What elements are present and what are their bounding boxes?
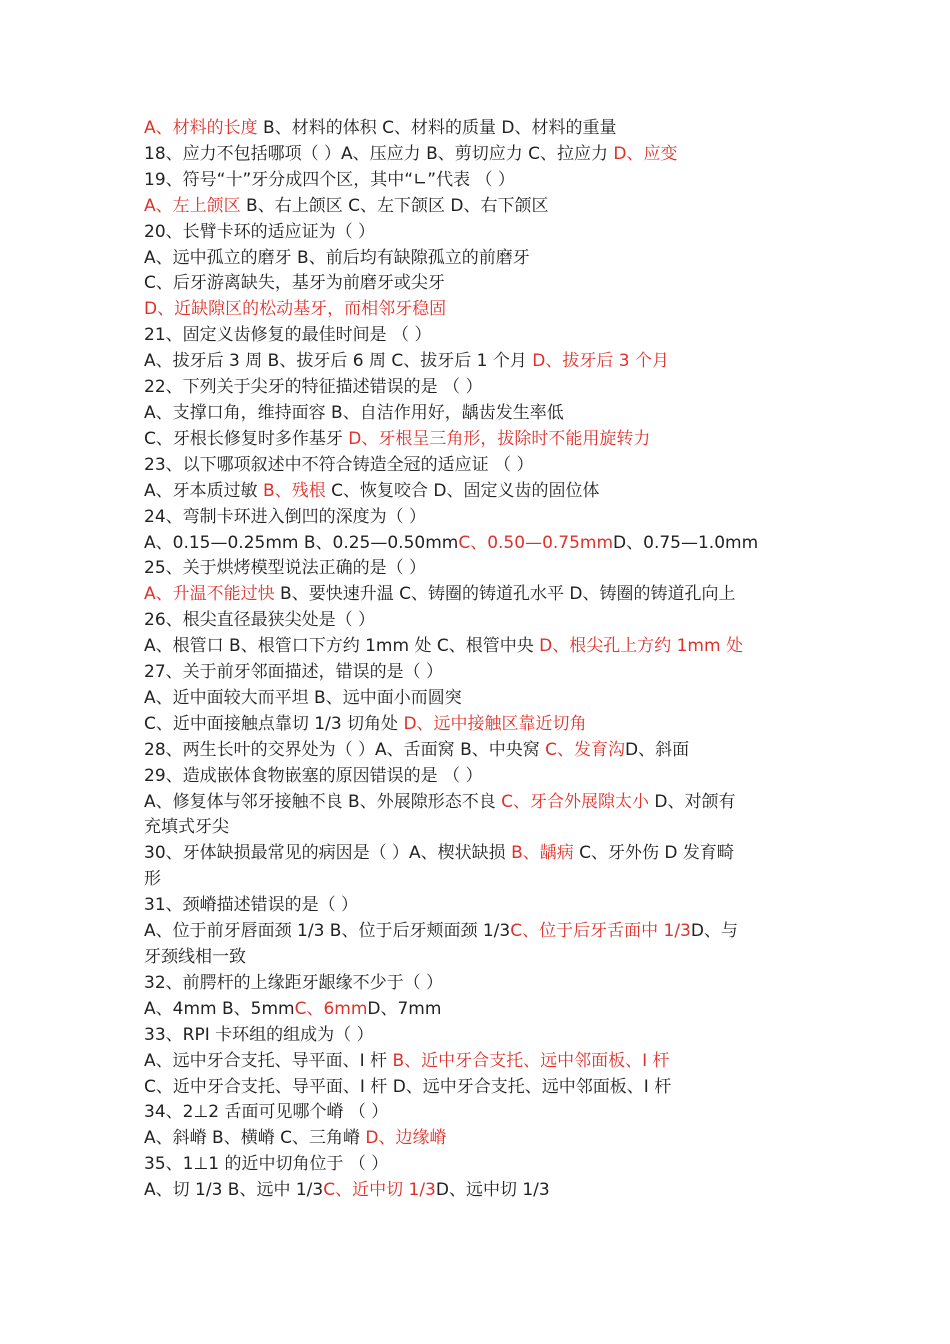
question-text: D、斜面: [625, 739, 690, 760]
text-line: [144, 738, 814, 764]
answer-text: A、左上颌区: [144, 195, 241, 216]
text-line: [144, 349, 814, 375]
text-line: [144, 971, 814, 997]
question-text: A、4mm B、5mm: [144, 998, 295, 1019]
question-text: 31、颈嵴描述错误的是（ ）: [144, 895, 359, 916]
question-text: B、要快速升温 C、铸圈的铸道孔水平 D、铸圈的铸道孔向上: [274, 584, 736, 605]
question-text: D、对颌有: [648, 791, 736, 812]
question-text: 26、根尖直径最狭尖处是（ ）: [144, 610, 376, 631]
question-text: 29、造成嵌体食物嵌塞的原因错误的是 （ ）: [144, 765, 483, 786]
question-text: 形: [144, 869, 161, 890]
answer-text: B、近中牙合支托、远中邻面板、I 杆: [392, 1050, 670, 1071]
question-text: A、远中孤立的磨牙 B、前后均有缺隙孤立的前磨牙: [144, 247, 530, 268]
text-line: [144, 453, 814, 479]
text-line: [144, 479, 814, 505]
answer-text: D、远中接触区靠近切角: [403, 713, 587, 734]
text-line: [144, 375, 814, 401]
question-text: 21、固定义齿修复的最佳时间是 （ ）: [144, 325, 432, 346]
answer-text: C、牙合外展隙太小: [501, 791, 649, 812]
answer-text: D、边缘嵴: [365, 1128, 447, 1149]
text-line: [144, 1075, 814, 1101]
text-line: [144, 634, 814, 660]
question-text: C、牙外伤 D 发育畸: [573, 843, 734, 864]
question-text: 28、两生长叶的交界处为（ ）A、舌面窝 B、中央窝: [144, 739, 546, 760]
question-list: [144, 116, 814, 1204]
answer-text: C、6mm: [294, 998, 368, 1019]
text-line: [144, 427, 814, 453]
question-text: 19、符号“十”牙分成四个区，其中“∟”代表 （ ）: [144, 169, 515, 190]
question-text: C、后牙游离缺失，基牙为前磨牙或尖牙: [144, 273, 445, 294]
text-line: [144, 1152, 814, 1178]
text-line: [144, 815, 814, 841]
question-text: A、近中面较大而平坦 B、远中面小而圆突: [144, 687, 462, 708]
question-text: A、修复体与邻牙接触不良 B、外展隙形态不良: [144, 791, 502, 812]
answer-text: C、位于后牙舌面中 1/3: [510, 921, 691, 942]
answer-text: C、0.50—0.75mm: [458, 532, 614, 553]
question-text: A、位于前牙唇面颈 1/3 B、位于后牙颊面颈 1/3: [144, 921, 511, 942]
text-line: [144, 582, 814, 608]
text-line: [144, 271, 814, 297]
question-text: 25、关于烘烤模型说法正确的是（ ）: [144, 558, 427, 579]
question-text: 18、应力不包括哪项（ ）A、压应力 B、剪切应力 C、拉应力: [144, 143, 614, 164]
answer-text: B、龋病: [511, 843, 574, 864]
answer-text: A、升温不能过快: [144, 584, 275, 605]
question-text: 23、以下哪项叙述中不符合铸造全冠的适应证 （ ）: [144, 454, 534, 475]
text-line: [144, 919, 814, 945]
answer-text: D、根尖孔上方约 1mm 处: [539, 636, 743, 657]
text-line: [144, 608, 814, 634]
text-line: [144, 531, 814, 557]
text-line: [144, 686, 814, 712]
question-text: 33、RPI 卡环组的组成为（ ）: [144, 1024, 374, 1045]
text-line: [144, 790, 814, 816]
answer-text: D、近缺隙区的松动基牙，而相邻牙稳固: [144, 299, 447, 320]
question-text: 27、关于前牙邻面描述，错误的是（ ）: [144, 662, 444, 683]
text-line: [144, 997, 814, 1023]
question-text: 充填式牙尖: [144, 817, 229, 838]
question-text: D、与: [690, 921, 738, 942]
question-text: 24、弯制卡环进入倒凹的深度为（ ）: [144, 506, 427, 527]
answer-text: A、材料的长度: [144, 118, 258, 138]
text-line: [144, 1178, 814, 1204]
question-text: A、牙本质过敏: [144, 480, 264, 501]
text-line: [144, 764, 814, 790]
question-text: D、0.75—1.0mm: [613, 532, 759, 553]
text-line: [144, 194, 814, 220]
text-line: [144, 556, 814, 582]
text-line: [144, 505, 814, 531]
answer-text: C、近中切 1/3: [323, 1180, 436, 1201]
text-line: [144, 142, 814, 168]
text-line: [144, 1100, 814, 1126]
text-line: [144, 323, 814, 349]
text-line: [144, 893, 814, 919]
question-text: C、牙根长修复时多作基牙: [144, 428, 349, 449]
text-line: [144, 116, 814, 142]
answer-text: C、发育沟: [545, 739, 626, 760]
question-text: 20、长臂卡环的适应证为（ ）: [144, 221, 376, 242]
text-line: [144, 220, 814, 246]
question-text: D、7mm: [367, 998, 442, 1019]
question-text: A、远中牙合支托、导平面、I 杆: [144, 1050, 393, 1071]
text-line: [144, 1023, 814, 1049]
question-text: 34、2⊥2 舌面可见哪个嵴 （ ）: [144, 1102, 389, 1123]
question-text: 22、下列关于尖牙的特征描述错误的是 （ ）: [144, 377, 483, 398]
answer-text: D、拔牙后 3 个月: [532, 351, 669, 372]
question-text: 32、前腭杆的上缘距牙龈缘不少于（ ）: [144, 972, 444, 993]
question-text: A、切 1/3 B、远中 1/3: [144, 1180, 324, 1201]
question-text: 牙颈线相一致: [144, 947, 246, 967]
answer-text: D、牙根呈三角形，拔除时不能用旋转力: [348, 428, 651, 449]
question-text: A、支撑口角，维持面容 B、自洁作用好，龋齿发生率低: [144, 402, 564, 423]
question-text: B、右上颌区 C、左下颌区 D、右下颌区: [240, 195, 549, 216]
text-line: [144, 1049, 814, 1075]
answer-text: B、残根: [263, 480, 326, 501]
question-text: C、近中面接触点靠切 1/3 切角处: [144, 713, 404, 734]
text-line: [144, 168, 814, 194]
question-text: A、拔牙后 3 周 B、拔牙后 6 周 C、拔牙后 1 个月: [144, 351, 533, 372]
text-line: [144, 660, 814, 686]
question-text: A、0.15—0.25mm B、0.25—0.50mm: [144, 532, 459, 553]
question-text: A、根管口 B、根管口下方约 1mm 处 C、根管中央: [144, 636, 540, 657]
question-text: 30、牙体缺损最常见的病因是（ ）A、楔状缺损: [144, 843, 512, 864]
answer-text: D、应变: [613, 143, 678, 164]
text-line: [144, 841, 814, 867]
question-text: C、恢复咬合 D、固定义齿的固位体: [325, 480, 600, 501]
text-line: [144, 945, 814, 971]
text-line: [144, 297, 814, 323]
text-line: [144, 867, 814, 893]
question-text: A、斜嵴 B、横嵴 C、三角嵴: [144, 1128, 366, 1149]
text-line: [144, 712, 814, 738]
question-text: C、近中牙合支托、导平面、I 杆 D、远中牙合支托、远中邻面板、I 杆: [144, 1076, 672, 1097]
text-line: [144, 246, 814, 272]
text-line: [144, 401, 814, 427]
question-text: 35、1⊥1 的近中切角位于 （ ）: [144, 1154, 389, 1175]
question-text: D、远中切 1/3: [435, 1180, 550, 1201]
question-text: B、材料的体积 C、材料的质量 D、材料的重量: [257, 118, 617, 138]
text-line: [144, 1126, 814, 1152]
